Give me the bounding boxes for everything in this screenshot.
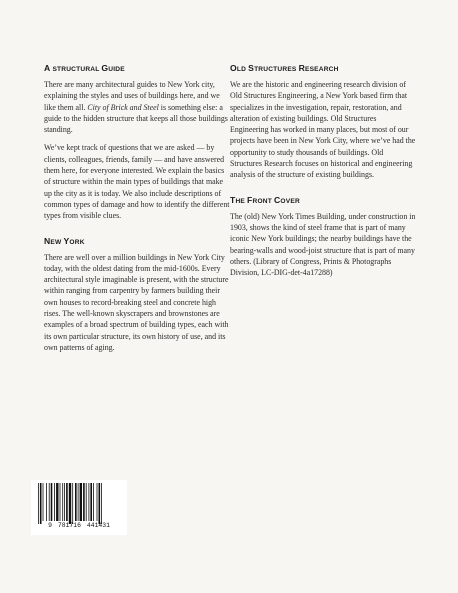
barcode-group-1: 781716 <box>57 522 81 529</box>
heading-part: C <box>274 194 281 205</box>
heading-part: UIDE <box>108 66 125 73</box>
heading-part: F <box>247 194 253 205</box>
heading-part: HE <box>235 197 248 205</box>
heading-part: TRUCTURES <box>254 66 299 73</box>
left-column <box>44 63 230 367</box>
heading-part: OVER <box>280 197 300 205</box>
heading-part: T <box>230 194 236 205</box>
structural-guide-section <box>44 63 230 222</box>
heading-part: O <box>230 63 237 73</box>
heading-part: A <box>44 63 51 73</box>
barcode-bar <box>64 483 65 521</box>
heading-part: LD <box>236 66 249 73</box>
text-run: There are many architectural guides to New York city, explaining the styles and uses of buildings here, and we like them all. <box>44 80 220 112</box>
front-cover-section <box>230 195 416 279</box>
barcode-bar <box>49 483 50 521</box>
barcode-bar <box>40 483 42 524</box>
barcode-bar <box>93 483 94 521</box>
barcode-bar <box>80 483 82 521</box>
old-structures-section <box>230 63 416 181</box>
barcode-bar <box>60 483 61 521</box>
front-cover-heading <box>230 195 416 205</box>
old-structures-heading <box>230 63 416 73</box>
heading-part: EW <box>50 238 64 246</box>
heading-part: STRUCTURAL <box>50 66 102 73</box>
barcode-bar <box>38 483 39 524</box>
new-york-paragraph: There are well over a million buildings in New York City today, with the oldest dating from the mid-1600s. Every architectural style imaginable is present, with the structure within ranging from carpentry by farmers building their own houses to record-breaking steel and concrete high rises. The well-known skyscrapers and brownstones are examples of a broad spectrum of building types, each with its own particular structure, its own history of use, and its own patterns of aging. <box>44 252 229 352</box>
heading-part: N <box>44 235 51 246</box>
barcode-bar <box>90 483 92 521</box>
barcode-bar <box>99 483 101 524</box>
barcode-bars <box>37 483 121 524</box>
new-york-section <box>44 236 230 354</box>
isbn-barcode <box>31 480 127 535</box>
barcode-bar <box>101 483 102 524</box>
right-column <box>230 63 416 292</box>
barcode-bar <box>56 483 58 521</box>
old-structures-paragraph: We are the historic and engineering research division of Old Structures Engineering, a New York based firm that specializes in the investigation, repair, restoration, and alteration of existing buildings. Old Structures Engineering has worked in many places, but most of our projects have been in New York City, where we’ve had the opportunity to study thousands of buildings. Old Structures Research focuses on historical and engineering analysis of the structure of existing buildings. <box>230 80 416 180</box>
barcode-bar <box>46 483 47 521</box>
text-run: is something else: a guide to the hidden structure that keeps all those buildings standing. <box>44 102 228 135</box>
barcode-bar <box>51 483 53 521</box>
barcode-digits <box>31 522 127 529</box>
structural-guide-paragraph-2: We’ve kept track of questions that we are asked — by clients, colleagues, friends, family — and have answered them here, for everyone interested. We explain the basics of structure within the main types of buildings that make up the city as it is today. We also include descriptions of common types of damage and how to identify the different types from visible clues. <box>44 143 230 221</box>
barcode-bar <box>78 483 79 521</box>
structural-guide-heading <box>44 63 230 73</box>
barcode-bar <box>62 483 63 521</box>
barcode-bar <box>69 483 71 524</box>
barcode-bar <box>43 483 44 521</box>
heading-part: RONT <box>252 197 275 205</box>
book-title: City of Brick and Steel <box>87 102 159 112</box>
barcode-bar <box>89 483 90 521</box>
barcode-bar <box>83 483 85 521</box>
heading-part: G <box>101 63 109 73</box>
barcode-group-2: 441431 <box>86 522 110 529</box>
structural-guide-paragraph-1 <box>44 79 230 135</box>
heading-part: S <box>248 63 255 73</box>
barcode-lead-digit: 9 <box>48 522 52 529</box>
barcode-bar <box>97 483 98 521</box>
heading-part: R <box>298 63 305 73</box>
barcode-bar <box>75 483 77 521</box>
new-york-heading <box>44 236 230 246</box>
front-cover-paragraph: The (old) New York Times Building, under construction in 1903, shows the kind of steel frame that is part of many iconic New York buildings; the nearby buildings have the bearing-walls and wood-joist structure that is part of many others. (Library of Congress, Prints & Photographs Division, LC-DIG-det-4a17288) <box>230 211 416 278</box>
barcode-bar <box>54 483 55 521</box>
barcode-bar <box>86 483 87 521</box>
heading-part: Y <box>63 235 70 246</box>
heading-part: ESEARCH <box>304 66 339 73</box>
heading-part: ORK <box>69 238 85 246</box>
barcode-bar <box>72 483 73 524</box>
barcode-bar <box>66 483 68 521</box>
